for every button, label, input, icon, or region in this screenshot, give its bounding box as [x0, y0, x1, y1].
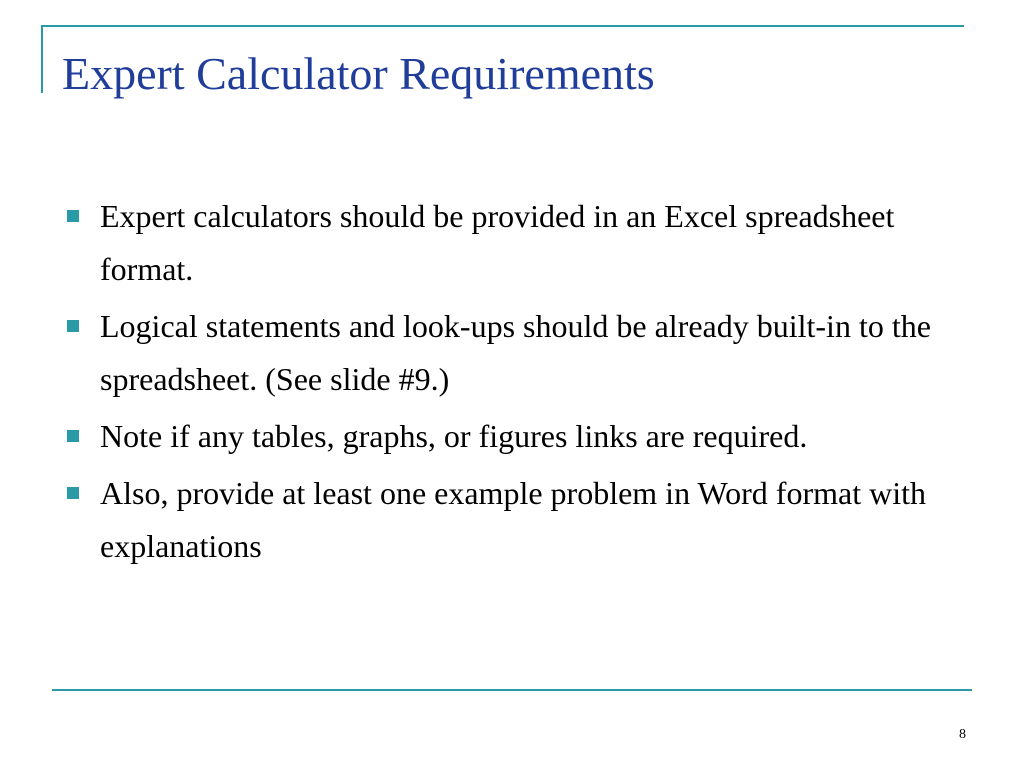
bullet-text: Logical statements and look-ups should be already built-in to the spreadsheet. (See slide #9.) [100, 308, 931, 397]
square-bullet-icon [67, 320, 79, 332]
bullet-item [62, 190, 967, 296]
bullet-item [62, 467, 967, 573]
bullet-item [62, 300, 967, 406]
square-bullet-icon [67, 430, 79, 442]
bullet-text: Note if any tables, graphs, or figures links are required. [100, 418, 808, 454]
bullet-text: Expert calculators should be provided in an Excel spreadsheet format. [100, 198, 895, 287]
bullet-text: Also, provide at least one example problem in Word format with explanations [100, 475, 926, 564]
slide-title: Expert Calculator Requirements [62, 48, 655, 99]
bullet-list [62, 190, 967, 577]
left-frame-line [41, 25, 43, 93]
square-bullet-icon [67, 487, 79, 499]
top-frame-line [41, 25, 964, 27]
page-number: 8 [959, 727, 966, 742]
bottom-divider-line [52, 689, 972, 691]
bullet-item [62, 410, 967, 463]
square-bullet-icon [67, 210, 79, 222]
